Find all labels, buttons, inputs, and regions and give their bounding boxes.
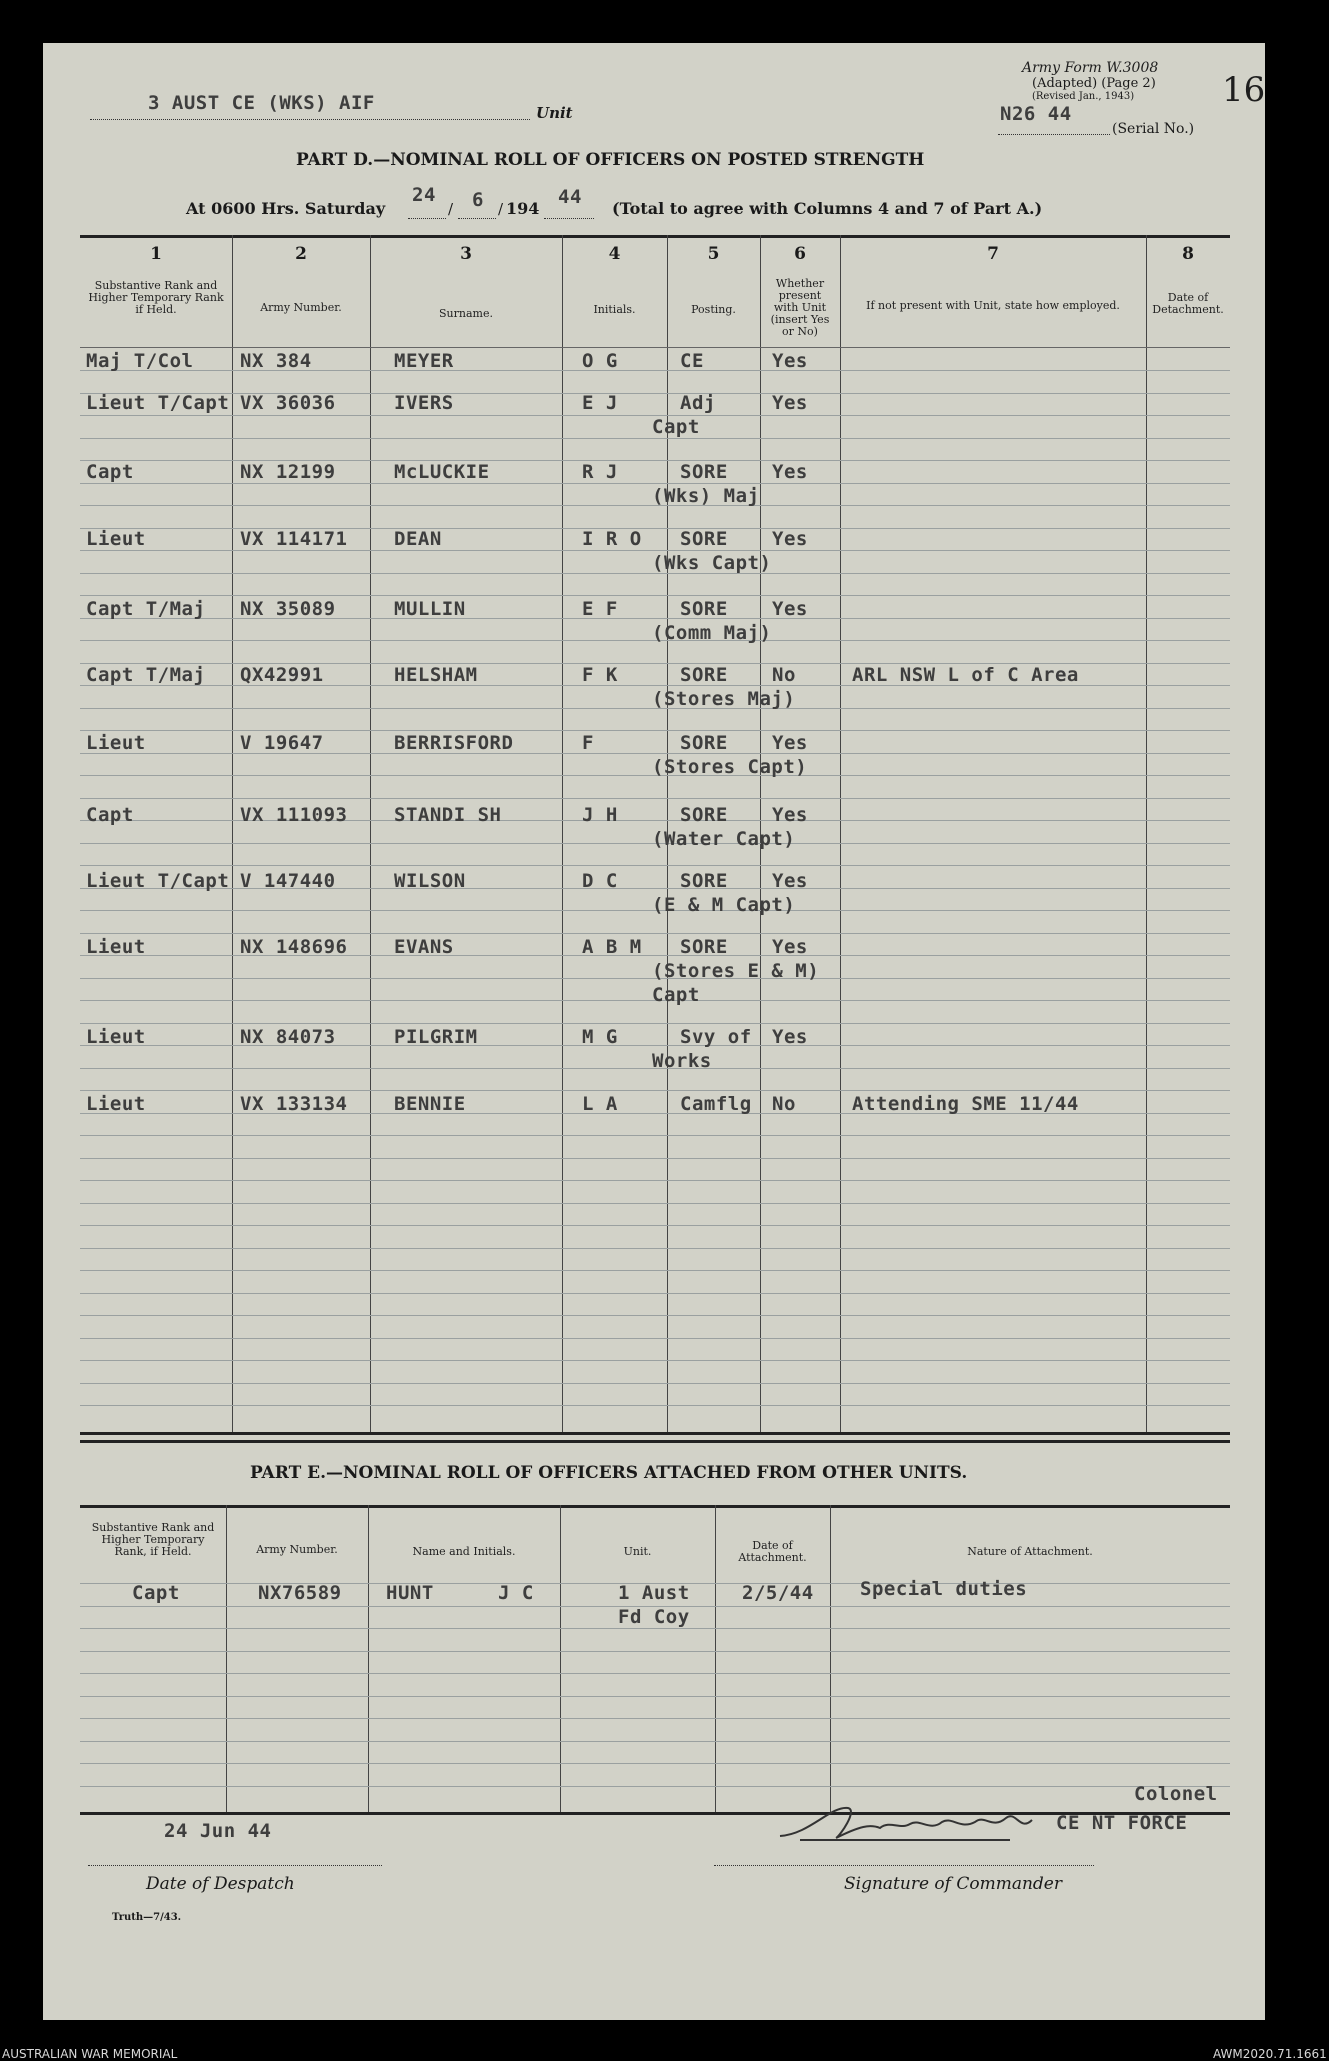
column-number: 3 (460, 244, 472, 264)
column-divider (368, 1505, 369, 1812)
ruled-line (80, 1315, 1230, 1316)
army-form-label: Army Form W.3008 (1022, 60, 1159, 76)
surname-cell: BERRISFORD (394, 732, 514, 754)
column-header: Army Number. (260, 301, 342, 314)
initials-cell: L A (582, 1093, 618, 1115)
signature-label: Signature of Commander (844, 1874, 1062, 1894)
initials-cell: A B M (582, 936, 642, 958)
ruled-line (80, 438, 1230, 439)
surname-cell: IVERS (394, 392, 454, 414)
column-number: 6 (794, 244, 806, 264)
column-divider (715, 1505, 716, 1812)
column-number: 5 (707, 244, 720, 264)
despatch-date: 24 Jun 44 (164, 1820, 272, 1842)
column-number: 2 (295, 244, 307, 264)
ruled-line (80, 1673, 1230, 1674)
at-hours-label: At 0600 Hrs. Saturday (186, 199, 386, 218)
column-header: Whether present with Unit (insert Yes or No) (770, 277, 830, 338)
initials-cell: I R O (582, 528, 642, 550)
present-cell: Yes (772, 598, 808, 620)
commander-signature (770, 1796, 1070, 1846)
posting-cell: SORE (680, 936, 728, 958)
posting-cell: (E & M Capt) (652, 894, 796, 916)
commander-appointment: CE NT FORCE (1056, 1812, 1188, 1834)
surname-cell: HELSHAM (394, 664, 478, 686)
revised-label: (Revised Jan., 1943) (1032, 91, 1135, 102)
ruled-line (80, 1741, 1230, 1742)
page-number: 16 (1222, 70, 1266, 110)
rank-cell: Lieut T/Capt (86, 870, 230, 892)
army-number-cell: VX 36036 (240, 392, 336, 414)
rank-cell: Lieut (86, 1026, 146, 1048)
surname-cell: PILGRIM (394, 1026, 478, 1048)
commander-rank: Colonel (1134, 1783, 1218, 1805)
surname-cell: EVANS (394, 936, 454, 958)
posting-cell: Works (652, 1050, 712, 1072)
ruled-line (80, 1225, 1230, 1226)
date-slash-1: / (448, 200, 454, 218)
rank-cell: Capt (86, 461, 134, 483)
posting-cell: (Water Capt) (652, 828, 796, 850)
unit-cell: Fd Coy (618, 1606, 690, 1628)
nature-cell: Special duties (860, 1578, 1028, 1600)
initials-cell: E F (582, 598, 618, 620)
posting-cell: SORE (680, 664, 728, 686)
posting-cell: Capt (652, 416, 700, 438)
ruled-line (80, 1786, 1230, 1787)
ruled-line (80, 1405, 1230, 1406)
rank-cell: Capt (132, 1582, 180, 1604)
column-number: 4 (608, 244, 621, 264)
roll-year: 44 (558, 186, 582, 208)
army-number-cell: NX 148696 (240, 936, 348, 958)
part-e-header-rule (80, 1505, 1230, 1508)
posting-cell: SORE (680, 870, 728, 892)
present-cell: Yes (772, 870, 808, 892)
rank-cell: Capt (86, 804, 134, 826)
ruled-line (80, 1360, 1230, 1361)
rank-cell: Lieut (86, 1093, 146, 1115)
initials-cell: E J (582, 392, 618, 414)
ruled-line (80, 1628, 1230, 1629)
ruled-line (80, 1158, 1230, 1159)
institution-label: AUSTRALIAN WAR MEMORIAL (2, 2047, 178, 2061)
despatch-dotted-line (88, 1865, 382, 1866)
posting-cell: Camflg (680, 1093, 752, 1115)
ruled-line (80, 1270, 1230, 1271)
ruled-line (80, 550, 1230, 551)
column-header: Substantive Rank and Higher Temporary Rank, if Held. (91, 1521, 215, 1558)
column-divider (830, 1505, 831, 1812)
ruled-line (80, 483, 1230, 484)
header-rule (80, 347, 1230, 348)
rank-cell: Lieut (86, 732, 146, 754)
posting-cell: (Wks) Maj (652, 485, 760, 507)
column-number: 1 (150, 244, 162, 264)
posting-cell: (Stores E & M) (652, 960, 820, 982)
surname-cell: MULLIN (394, 598, 466, 620)
army-number-cell: NX 35089 (240, 598, 336, 620)
column-header: Date of Attachment. (738, 1539, 807, 1564)
present-cell: Yes (772, 804, 808, 826)
ruled-line (80, 1293, 1230, 1294)
rank-cell: Lieut T/Capt (86, 392, 230, 414)
army-number-cell: V 147440 (240, 870, 336, 892)
part-e-top-rule (80, 1440, 1230, 1443)
initials-cell: J C (498, 1582, 534, 1604)
ruled-line (80, 1180, 1230, 1181)
posting-cell: SORE (680, 461, 728, 483)
initials-cell: F K (582, 664, 618, 686)
ruled-line (80, 730, 1230, 731)
column-header: Substantive Rank and Higher Temporary Rank if Held. (88, 279, 224, 316)
ruled-line (80, 1338, 1230, 1339)
column-header: If not present with Unit, state how employed. (866, 299, 1120, 312)
present-cell: Yes (772, 1026, 808, 1048)
total-note: (Total to agree with Columns 4 and 7 of Part A.) (612, 199, 1043, 218)
ruled-line (80, 933, 1230, 934)
column-divider (226, 1505, 227, 1812)
surname-cell: MEYER (394, 350, 454, 372)
army-number-cell: NX 12199 (240, 461, 336, 483)
ruled-line (80, 1090, 1230, 1091)
part-d-bottom-rule (80, 1432, 1230, 1435)
rank-cell: Capt T/Maj (86, 664, 206, 686)
column-header: Posting. (691, 303, 736, 316)
serial-value: N26 44 (1000, 103, 1072, 125)
army-number-cell: QX42991 (240, 664, 324, 686)
posting-cell: Adj (680, 392, 716, 414)
present-cell: Yes (772, 732, 808, 754)
despatch-label: Date of Despatch (146, 1874, 295, 1894)
ruled-line (80, 595, 1230, 596)
column-number: 7 (987, 244, 999, 264)
rank-cell: Lieut (86, 936, 146, 958)
part-e-title: PART E.—NOMINAL ROLL OF OFFICERS ATTACHED FROM OTHER UNITS. (250, 1463, 968, 1483)
catalogue-number: AWM2020.71.1661 (1213, 2047, 1327, 2061)
column-header: Date of Detachment. (1152, 291, 1224, 316)
unit-label: Unit (536, 104, 573, 122)
initials-cell: J H (582, 804, 618, 826)
initials-cell: D C (582, 870, 618, 892)
employed-cell: Attending SME 11/44 (852, 1093, 1079, 1115)
roll-month: 6 (472, 189, 484, 211)
army-number-cell: VX 114171 (240, 528, 348, 550)
present-cell: No (772, 664, 796, 686)
ruled-line (80, 1203, 1230, 1204)
rank-cell: Capt T/Maj (86, 598, 206, 620)
column-header: Army Number. (256, 1543, 338, 1556)
ruled-line (80, 1696, 1230, 1697)
posting-cell: CE (680, 350, 704, 372)
ruled-line (80, 1763, 1230, 1764)
present-cell: Yes (772, 936, 808, 958)
posting-cell: (Stores Capt) (652, 756, 808, 778)
serial-dotted-line (998, 134, 1110, 135)
ruled-line (80, 1651, 1230, 1652)
unit-dotted-line (90, 119, 530, 120)
surname-cell: BENNIE (394, 1093, 466, 1115)
signature-dotted-line (714, 1865, 1094, 1866)
surname-cell: WILSON (394, 870, 466, 892)
ruled-line (80, 1135, 1230, 1136)
surname-cell: DEAN (394, 528, 442, 550)
rank-cell: Lieut (86, 528, 146, 550)
present-cell: Yes (772, 392, 808, 414)
date-slash-2: / (498, 200, 504, 218)
initials-cell: F (582, 732, 594, 754)
posting-cell: (Stores Maj) (652, 688, 796, 710)
year-prefix: 194 (506, 199, 540, 218)
part-d-title: PART D.—NOMINAL ROLL OF OFFICERS ON POSTED STRENGTH (296, 150, 925, 170)
unit-value: 3 AUST CE (WKS) AIF (148, 92, 375, 114)
ruled-line (80, 1023, 1230, 1024)
posting-cell: Capt (652, 984, 700, 1006)
posting-cell: (Comm Maj) (652, 622, 772, 644)
army-number-cell: NX 384 (240, 350, 312, 372)
posting-cell: SORE (680, 598, 728, 620)
army-number-cell: V 19647 (240, 732, 324, 754)
unit-cell: 1 Aust (618, 1582, 690, 1604)
posting-cell: SORE (680, 804, 728, 826)
present-cell: Yes (772, 461, 808, 483)
posting-cell: SORE (680, 528, 728, 550)
day-dotted-line (408, 218, 446, 219)
posting-cell: (Wks Capt) (652, 552, 772, 574)
surname-cell: McLUCKIE (394, 461, 490, 483)
posting-cell: Svy of (680, 1026, 752, 1048)
name-cell: HUNT (386, 1582, 434, 1604)
ruled-line (80, 1383, 1230, 1384)
column-header: Nature of Attachment. (967, 1545, 1093, 1558)
ruled-line (80, 1718, 1230, 1719)
column-header: Surname. (439, 307, 493, 320)
ruled-line (80, 1248, 1230, 1249)
initials-cell: R J (582, 461, 618, 483)
month-dotted-line (458, 218, 496, 219)
ruled-line (80, 798, 1230, 799)
posting-cell: SORE (680, 732, 728, 754)
printer-imprint: Truth—7/43. (112, 1912, 182, 1923)
surname-cell: STANDI SH (394, 804, 502, 826)
adapted-label: (Adapted) (Page 2) (1032, 76, 1156, 91)
column-divider (560, 1505, 561, 1812)
roll-day: 24 (412, 184, 436, 206)
army-number-cell: NX 84073 (240, 1026, 336, 1048)
column-number: 8 (1182, 244, 1194, 264)
initials-cell: O G (582, 350, 618, 372)
initials-cell: M G (582, 1026, 618, 1048)
part-d-top-rule (80, 235, 1230, 238)
present-cell: No (772, 1093, 796, 1115)
ruled-line (80, 865, 1230, 866)
column-header: Unit. (623, 1545, 652, 1558)
column-header: Name and Initials. (412, 1545, 516, 1558)
year-dotted-line (544, 218, 594, 219)
rank-cell: Maj T/Col (86, 350, 194, 372)
employed-cell: ARL NSW L of C Area (852, 664, 1079, 686)
army-number-cell: VX 133134 (240, 1093, 348, 1115)
army-number-cell: NX76589 (258, 1582, 342, 1604)
column-header: Initials. (593, 303, 636, 316)
present-cell: Yes (772, 350, 808, 372)
attachment-date-cell: 2/5/44 (742, 1582, 814, 1604)
serial-label: (Serial No.) (1112, 121, 1195, 137)
army-number-cell: VX 111093 (240, 804, 348, 826)
present-cell: Yes (772, 528, 808, 550)
